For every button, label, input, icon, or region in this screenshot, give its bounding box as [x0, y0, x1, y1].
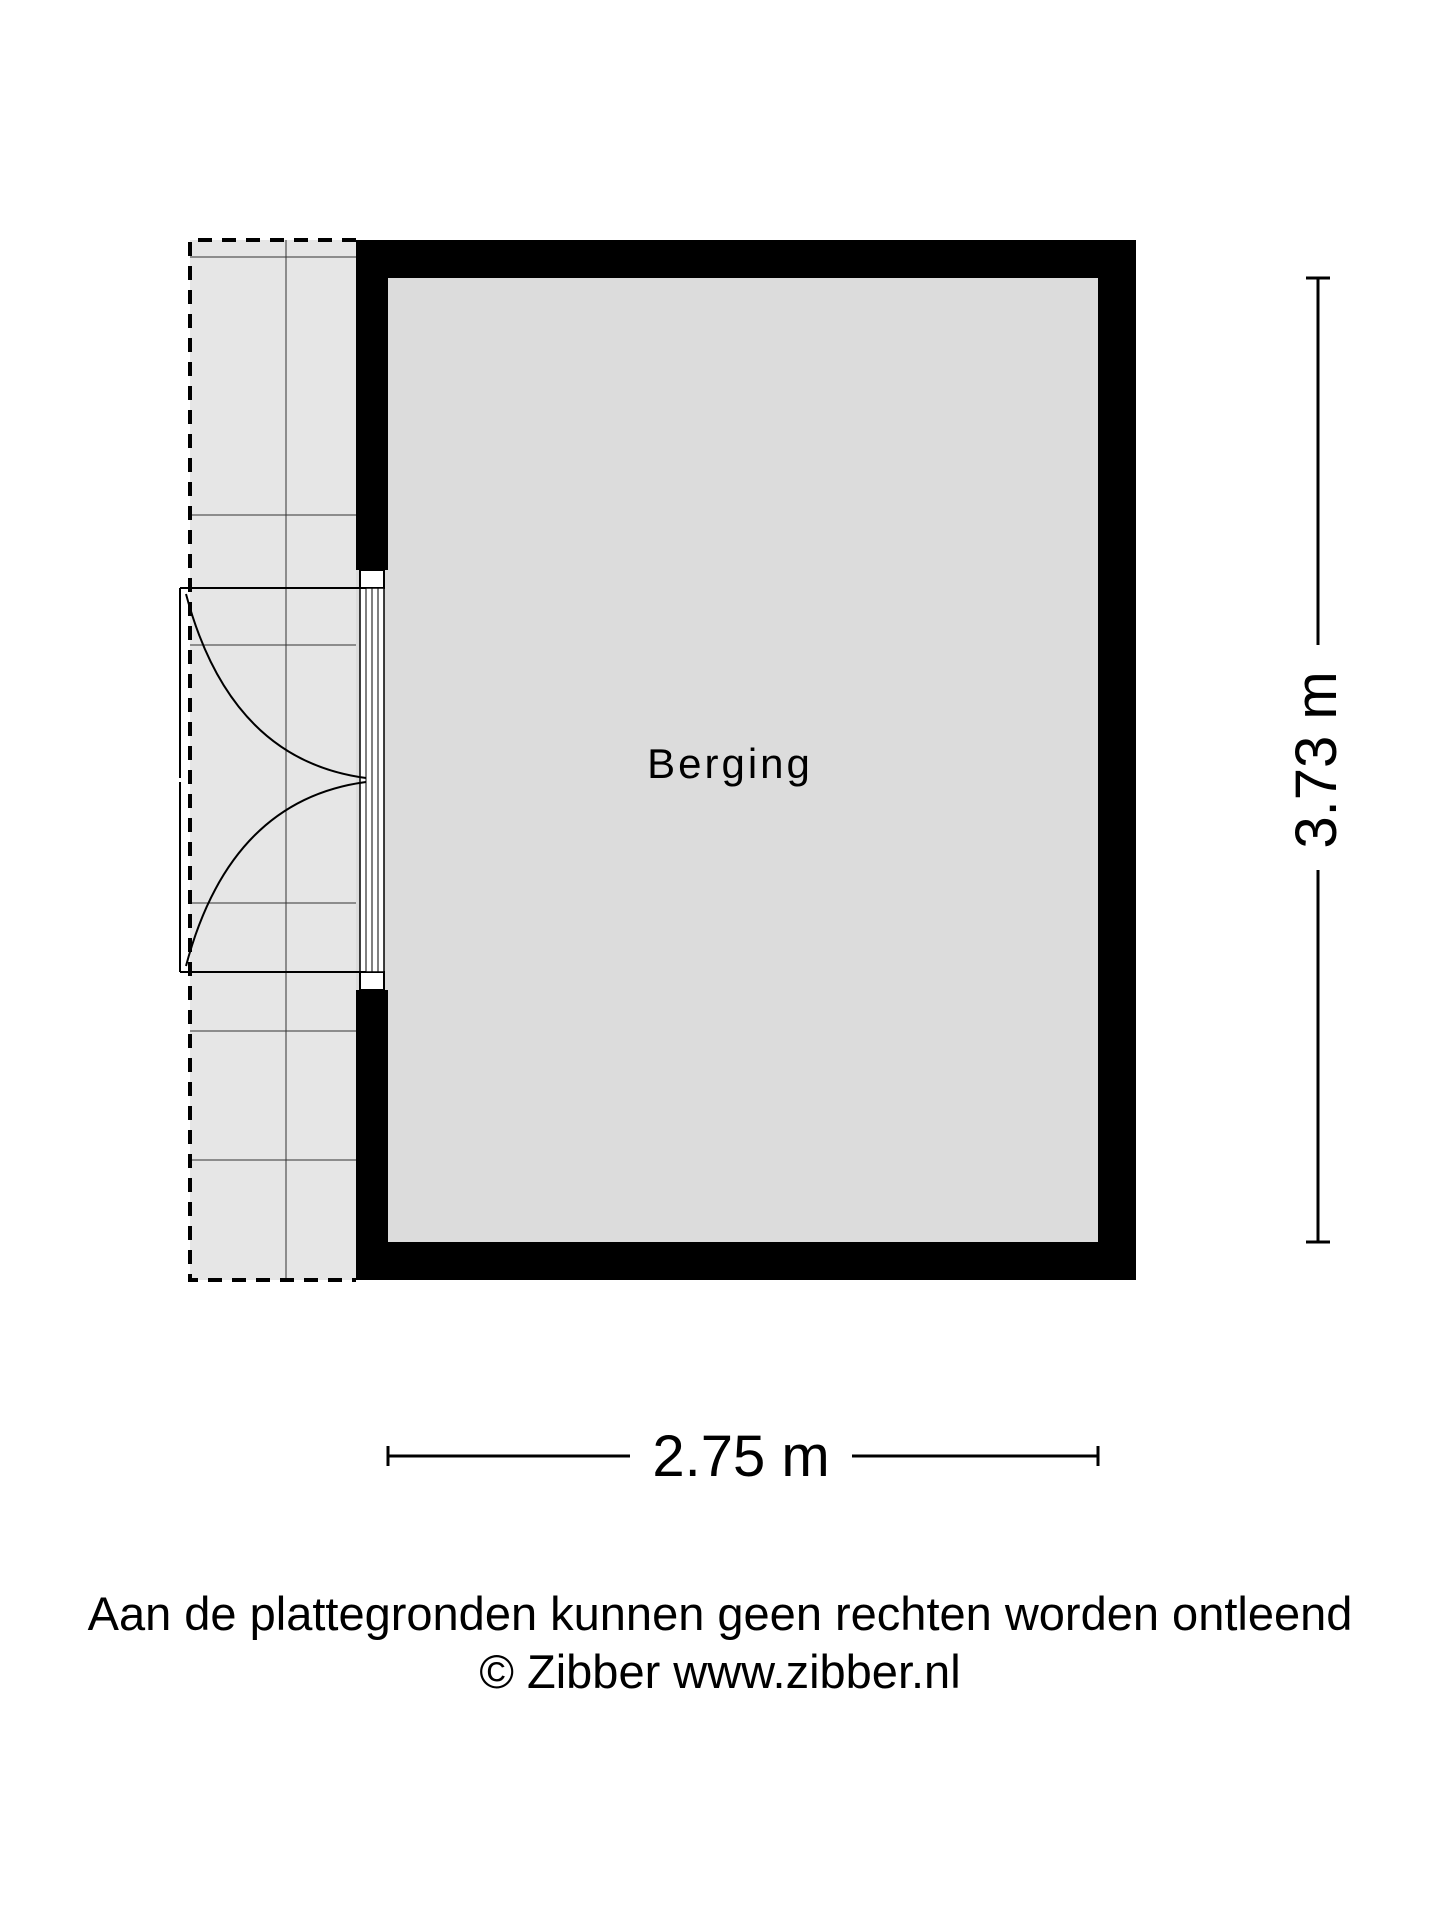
depth-label: 3.73 m [1284, 671, 1349, 849]
disclaimer-text: Aan de plattegronden kunnen geen rechten worden ontleend [87, 1587, 1353, 1640]
wall-right [1098, 240, 1136, 1280]
wall-left-lower [356, 990, 388, 1280]
wall-top [356, 240, 1136, 278]
copyright-text: © Zibber www.zibber.nl [479, 1645, 961, 1698]
wall-bottom [356, 1242, 1136, 1280]
room-label: Berging [647, 740, 813, 787]
wall-left-upper [356, 240, 388, 570]
width-label: 2.75 m [652, 1424, 830, 1489]
terrace-area [190, 240, 356, 1280]
door-frame [360, 570, 384, 990]
